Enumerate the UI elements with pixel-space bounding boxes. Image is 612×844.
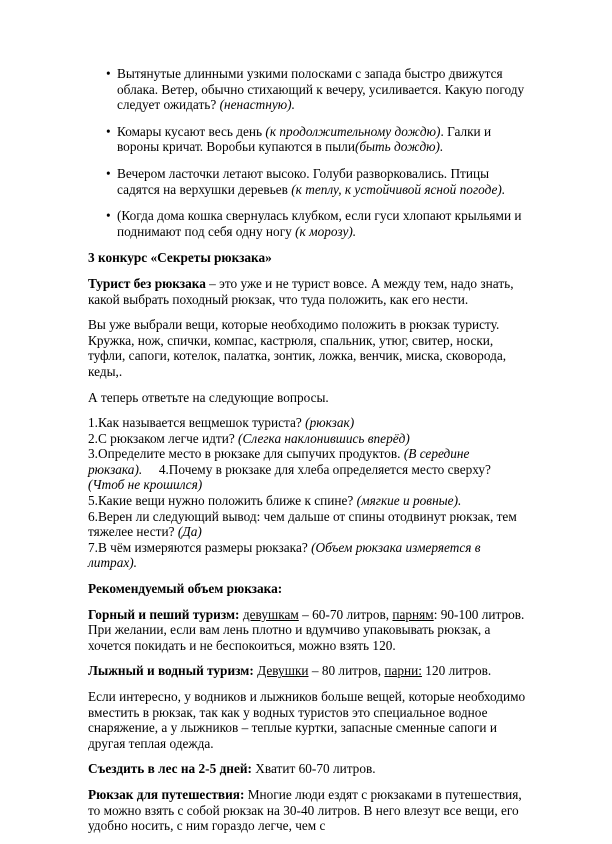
bullet-answer: (ненастную). [219,97,295,113]
question-text: 7.В чём измеряются размеры рюкзака? [88,539,312,555]
question-text: 2.С рюкзаком легче идти? [88,430,239,446]
questions-intro: А теперь ответьте на следующие вопросы. [88,389,329,405]
list-item [88,208,526,239]
question-text: 6.Верен ли следующий вывод: чем дальше от спины отодвинут рюкзак, тем тяжелее нести? [88,508,517,540]
question-answer: (мягкие и ровные). [356,493,462,509]
intro-rest: – это уже и не турист вовсе. А между тем, надо знать, какой выбрать походный рюкзак, что туда положить, как его нести. [88,275,514,307]
question-answer: (В середине рюкзака). [88,446,470,477]
mountain-girls: девушкам [242,606,299,622]
ski-note: Если интересно, у водников и лыжников больше вещей, которые необходимо вместить в рюкзак, так как у водных туристов это специальное водное снаряжение, а у лыжников – теплые куртки, запасные сменные сапоги и другая теплая одежда. [88,689,526,751]
question-text: 4.Почему в рюкзаке для хлеба определяется место сверху? [158,461,491,477]
ski-rest: 120 литров. [421,663,492,679]
question-line [88,431,526,447]
bullet-text: Комары кусают весь день [117,123,266,139]
forest-label: Съездить в лес на 2-5 дней: [88,761,252,777]
bullet-icon: • [106,123,111,139]
intro-bold: Турист без рюкзака [88,275,206,291]
ski-girls: Девушки [257,663,309,679]
mountain-paragraph [88,607,526,654]
items-paragraph: Вы уже выбрали вещи, которые необходимо положить в рюкзак туристу. Кружка, нож, спички, компас, кастрюля, спальник, утюг, свитер, носки, туфли, сапоги, котелок, палатка, зонтик, ложка, венчик, миска, сковорода, кеды,. [88,317,507,379]
question-line [88,509,526,540]
forest-rest: Хватит 60-70 литров. [251,761,376,777]
mountain-girls-value: – 60-70 литров, [298,606,393,622]
document-content [88,66,526,844]
mountain-label: Горный и пеший туризм: [88,606,240,622]
questions-block [88,415,526,571]
question-line [88,415,526,431]
question-answer: (рюкзак) [305,415,355,431]
bullet-text: (Когда дома кошка свернулась клубком, если гуси хлопают крыльями и поднимают под себя одну ногу [117,208,522,239]
list-item [88,124,526,155]
bullet-icon: • [106,165,111,181]
bullet-answer-2: (быть дождю). [354,139,444,155]
bullet-text: Вечером ласточки летают высоко. Голуби разворковались. Птицы садятся на верхушки деревьев [117,165,490,197]
contest-title: 3 конкурс «Секреты рюкзака» [88,250,272,266]
bullet-answer: (к продолжительному дождю) [265,123,441,139]
bullet-text-tail: . Галки и вороны кричат. Воробьи купаются в пыли [117,123,492,155]
ski-paragraph [88,663,526,679]
ski-boys: парни: [384,663,422,679]
bullet-icon: • [106,66,111,81]
question-answer: (Объем рюкзака измеряется в литрах). [88,539,481,571]
question-line [88,446,526,493]
bullet-icon: • [106,208,111,224]
ski-girls-value: – 80 литров, [308,663,385,679]
question-answer: (Слегка наклонившись вперёд) [238,430,410,446]
weather-signs-list [88,66,526,239]
question-line [88,493,526,509]
list-item [88,166,526,197]
mountain-boys: парням [392,606,434,622]
travel-label: Рюкзак для путешествия: [88,786,245,802]
bullet-text: Вытянутые длинными узкими полосками с запада быстро движутся облака. Ветер, обычно стихающий к вечеру, усиливается. Какую погоду следует ожидать? [117,66,525,113]
question-answer: (Чтоб не крошился) [88,477,203,493]
mountain-rest: : 90-100 литров. При желании, если вам лень плотно и вдумчиво упаковывать рюкзак, а хочется покидать и не беспокоиться, можно взять 120. [88,606,525,653]
question-line [88,540,526,571]
intro-paragraph [88,276,526,307]
list-item [88,66,526,113]
question-text: 1.Как называется вещмешок туриста? [88,415,306,431]
bullet-answer: (к теплу, к устойчивой ясной погоде). [291,181,506,197]
ski-label: Лыжный и водный туризм: [88,663,254,679]
travel-paragraph [88,787,526,834]
bullet-answer: (к морозу). [295,223,357,239]
question-text: 5.Какие вещи нужно положить ближе к спине? [88,493,357,509]
forest-paragraph [88,761,526,777]
question-text: 3.Определите место в рюкзаке для сыпучих продуктов. [88,446,404,462]
travel-rest: Многие люди ездят с рюкзаками в путешествия, то можно взять с собой рюкзак на 30-40 литров. В него влезут все вещи, его удобно носить, с ним гораздо легче, чем с [88,786,522,834]
question-answer: (Да) [177,524,202,540]
recommended-title: Рекомендуемый объем рюкзака: [88,581,283,597]
